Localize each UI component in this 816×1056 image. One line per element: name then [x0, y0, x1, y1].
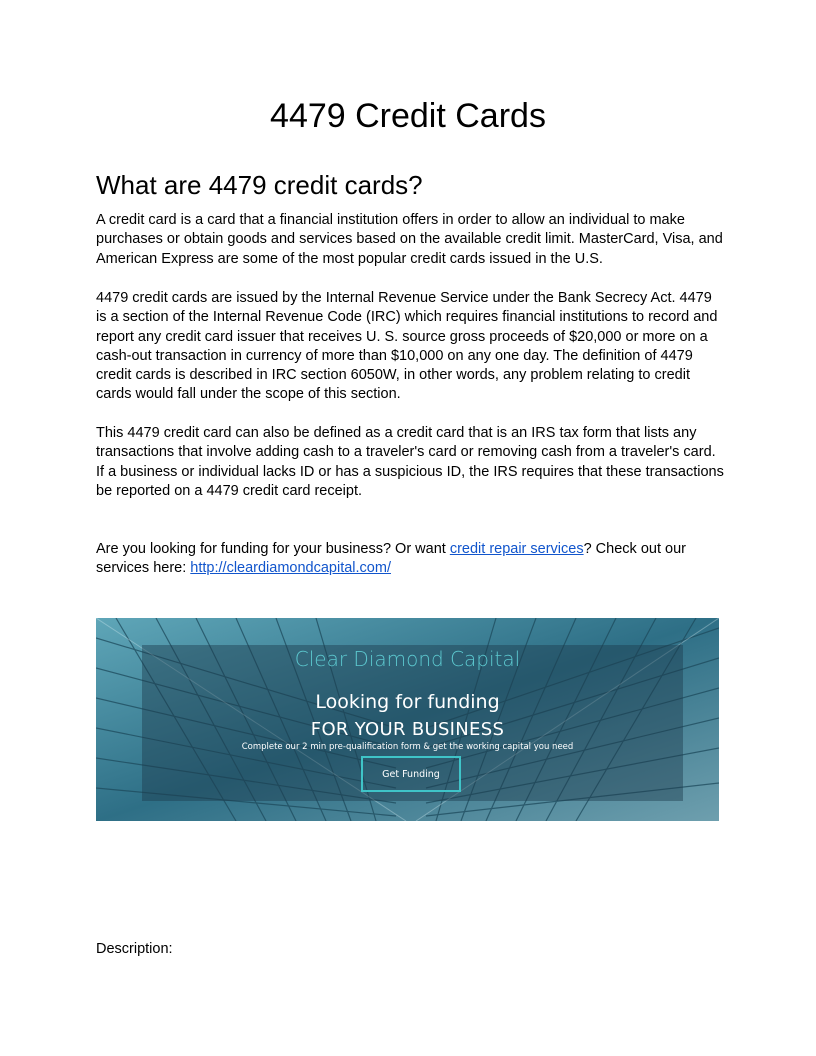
funding-banner[interactable] — [96, 618, 719, 821]
document-title: 4479 Credit Cards — [270, 97, 546, 135]
paragraph-definition: A credit card is a card that a financial institution offers in order to allow an individual to make purchases or obtain goods and services based on the available credit limit. MasterCard, Visa, and American Express are some of the most popular credit cards issued in the U.S. — [96, 212, 723, 267]
cta-paragraph — [96, 540, 726, 579]
cta-text-middle: ? Check out our services here: — [96, 541, 686, 577]
website-link[interactable]: http://cleardiamondcapital.com/ — [190, 560, 391, 577]
get-funding-button[interactable]: Get Funding — [361, 756, 461, 792]
paragraph-irs: 4479 credit cards are issued by the Internal Revenue Service under the Bank Secrecy Act. 4479 is a section of the Internal Revenue Code (IRC) which requires financial institutions to record and report any credit card issuer that receives U. S. source gross proceeds of $20,000 or more on a cash-out transaction in currency of more than $10,000 on any one day. The definition of 4479 credit cards is described in IRC section 6050W, in other words, any problem relating to credit cards would fall under the scope of this section. — [96, 290, 718, 403]
section-heading: What are 4479 credit cards? — [96, 170, 423, 200]
banner-subline: Complete our 2 min pre-qualification form & get the working capital you need — [241, 742, 574, 752]
credit-repair-link[interactable]: credit repair services — [449, 541, 584, 557]
banner-brand: Clear Diamond Capital — [294, 647, 521, 671]
banner-headline: Looking for funding — [315, 691, 500, 713]
paragraph-travelers-card: This 4479 credit card can also be defined as a credit card that is an IRS tax form that lists any transactions that involve adding cash to a traveler's card or removing cash from a traveler's card. If a business or individual lacks ID or has a suspicious ID, the IRS requires that these transactions be reported on a 4479 credit card receipt. — [96, 425, 724, 499]
description-label: Description: — [96, 941, 173, 957]
cta-text-before: Are you looking for funding for your business? Or want — [96, 541, 450, 557]
banner-headline-sub: FOR YOUR BUSINESS — [310, 719, 505, 740]
